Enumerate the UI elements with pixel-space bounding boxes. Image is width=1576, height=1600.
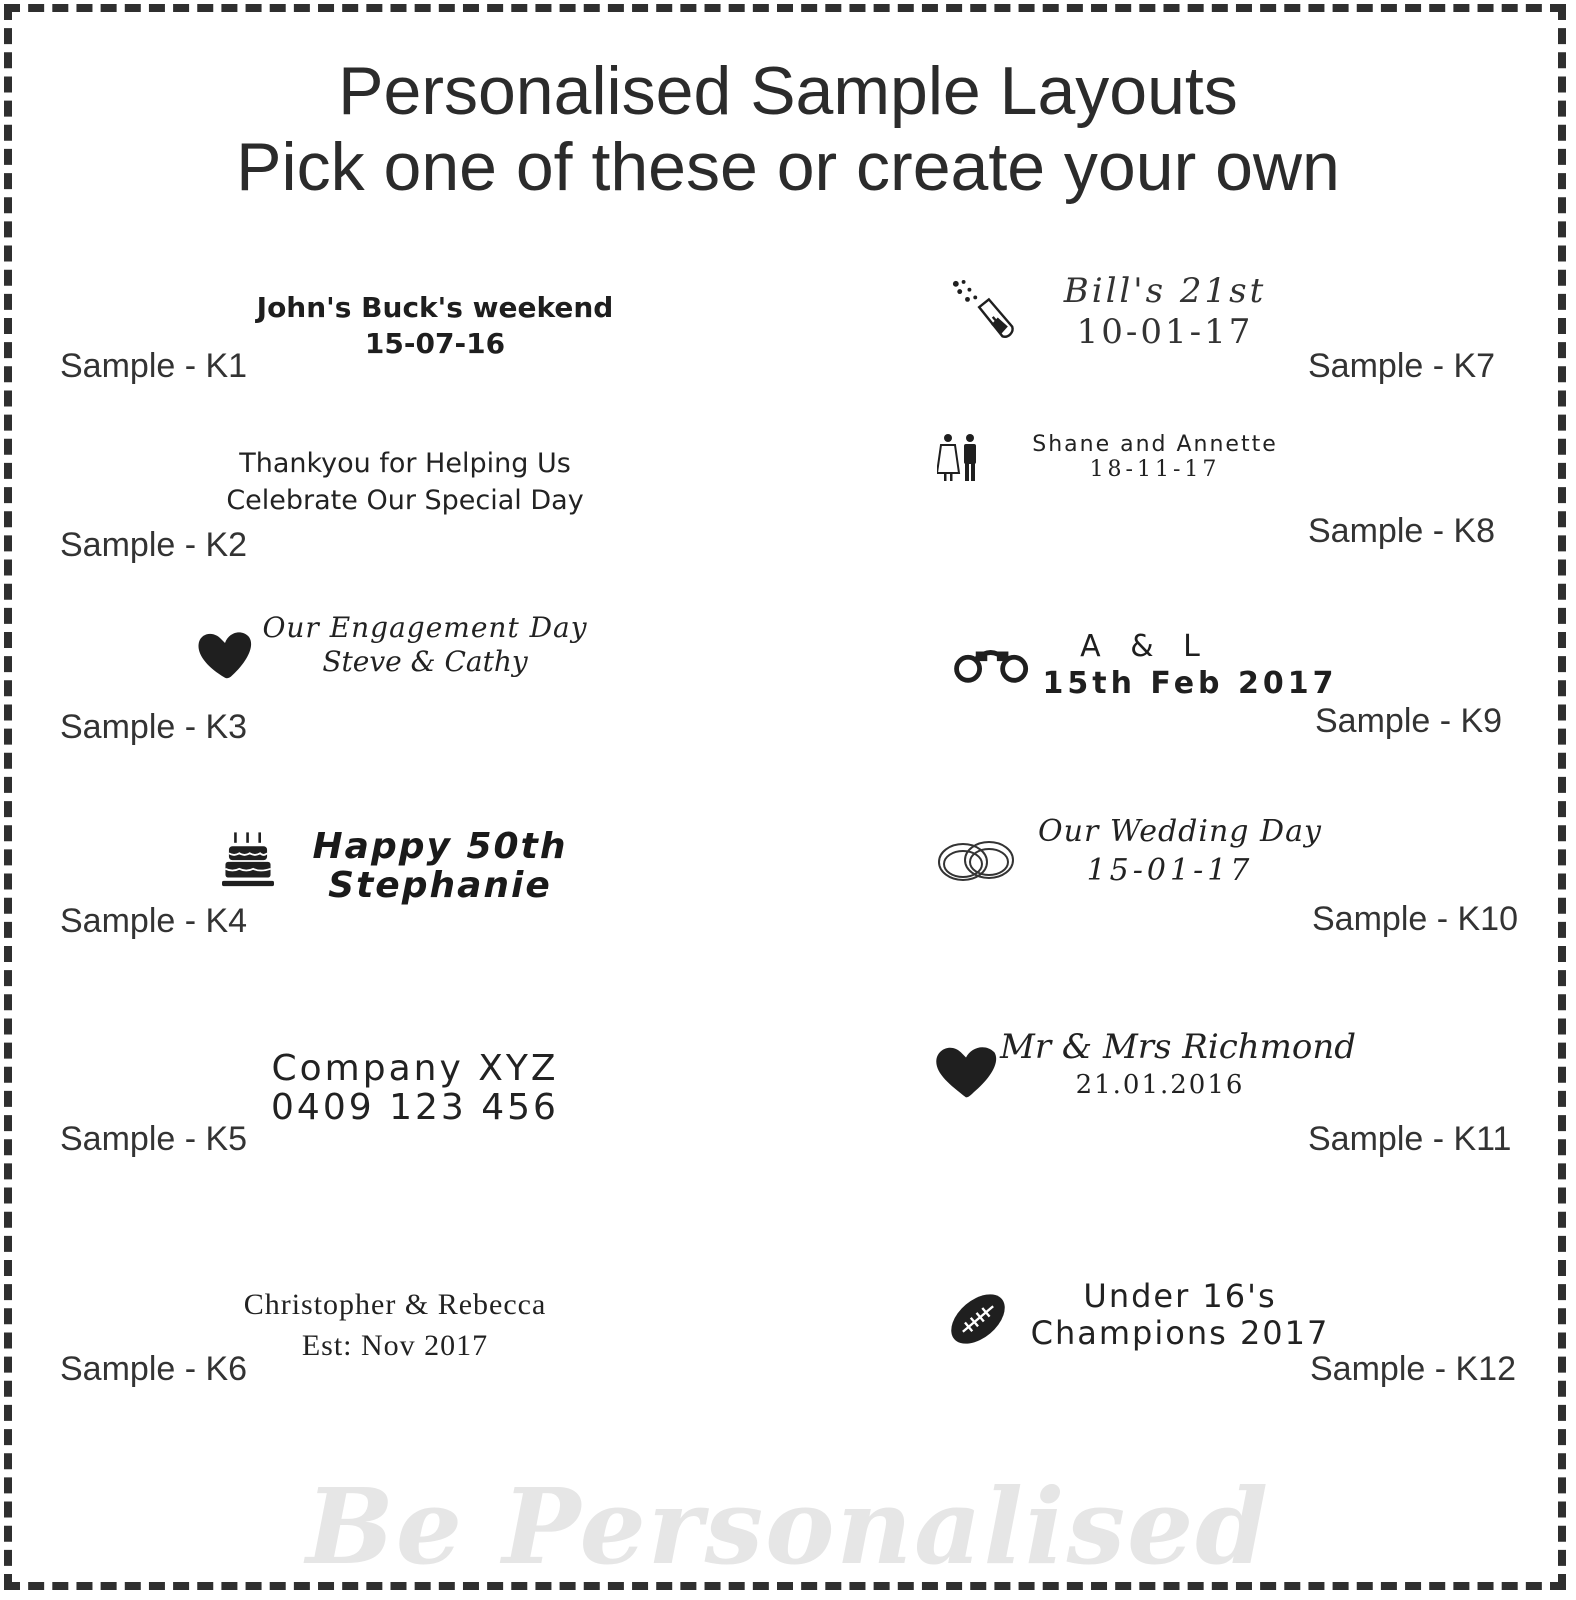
sample-k4-line2: Stephanie	[328, 865, 552, 907]
sample-k11-label: Sample - K11	[1308, 1120, 1512, 1158]
bride-groom-icon	[937, 433, 981, 483]
birthday-cake-icon	[222, 830, 274, 892]
football-icon	[945, 1286, 1011, 1352]
sample-k2-line2: Celebrate Our Special Day	[226, 485, 584, 517]
champagne-bottle-icon	[950, 278, 1018, 346]
sample-k9-line2: 15th Feb 2017	[1042, 665, 1338, 701]
page-title: Personalised Sample Layouts	[338, 53, 1238, 129]
sample-k4-label: Sample - K4	[60, 902, 248, 940]
sample-k1-label: Sample - K1	[60, 347, 248, 385]
sample-k9-line1: A & L	[1080, 629, 1210, 664]
sample-k4-text	[290, 826, 590, 907]
watermark: Be Personalised	[305, 1465, 1271, 1588]
heart-icon	[933, 1042, 999, 1100]
sample-k8-line1: Shane and Annette	[1032, 432, 1278, 457]
sample-k6-line2: Est: Nov 2017	[301, 1328, 489, 1362]
sample-k10-text	[1020, 815, 1340, 888]
sample-k2-line1: Thankyou for Helping Us	[239, 448, 571, 479]
sample-k3-line1: Our Engagement Day	[262, 611, 588, 644]
sample-k9-text	[1040, 630, 1340, 701]
sample-k5-text	[215, 1048, 615, 1129]
page-subtitle: Pick one of these or create your own	[236, 129, 1340, 205]
sample-k5-label: Sample - K5	[60, 1120, 248, 1158]
sample-k7-text	[1020, 272, 1310, 352]
sample-k1-line1: John's Buck's weekend	[256, 291, 614, 324]
sample-k10-label: Sample - K10	[1312, 900, 1518, 938]
sample-k9-label: Sample - K9	[1315, 702, 1503, 740]
sample-k3-text	[255, 612, 595, 678]
sample-k11-line1: Mr & Mrs Richmond	[1000, 1027, 1357, 1067]
sample-k6-line1: Christopher & Rebecca	[243, 1288, 547, 1321]
sample-k6-label: Sample - K6	[60, 1350, 248, 1388]
sample-k7-label: Sample - K7	[1308, 347, 1496, 385]
wedding-rings-icon	[937, 838, 1017, 884]
handcuffs-icon	[950, 640, 1038, 688]
sample-k8-label: Sample - K8	[1308, 512, 1496, 550]
sample-k3-line2: Steve & Cathy	[322, 645, 528, 679]
sample-k10-line2: 15-01-17	[1086, 852, 1254, 888]
sample-k12-line1: Under 16's	[1083, 1277, 1277, 1315]
sample-k12-line2: Champions 2017	[1030, 1313, 1330, 1352]
sample-k1-text	[235, 292, 635, 360]
sample-k7-line1: Bill's 21st	[1063, 271, 1267, 311]
sample-k11-text	[1000, 1027, 1357, 1101]
sample-k6-text	[185, 1288, 605, 1363]
sample-k10-line1: Our Wedding Day	[1038, 814, 1322, 849]
sample-k8-line2: 18-11-17	[1089, 457, 1221, 483]
heart-icon	[195, 625, 255, 685]
sample-k5-line1: Company XYZ	[271, 1048, 559, 1089]
sample-k7-line2: 10-01-17	[1076, 312, 1254, 353]
sample-k12-text	[1015, 1278, 1345, 1352]
sample-k5-line2: 0409 123 456	[271, 1087, 559, 1129]
sample-k3-label: Sample - K3	[60, 708, 248, 746]
sample-k2-label: Sample - K2	[60, 526, 248, 564]
sample-k8-text	[1005, 432, 1305, 483]
sample-k4-line1: Happy 50th	[312, 826, 568, 867]
sample-k11-line2: 21.01.2016	[1075, 1070, 1245, 1101]
sample-k1-line2: 15-07-16	[364, 327, 506, 361]
sample-k2-text	[195, 448, 615, 516]
sample-k12-label: Sample - K12	[1310, 1350, 1516, 1388]
